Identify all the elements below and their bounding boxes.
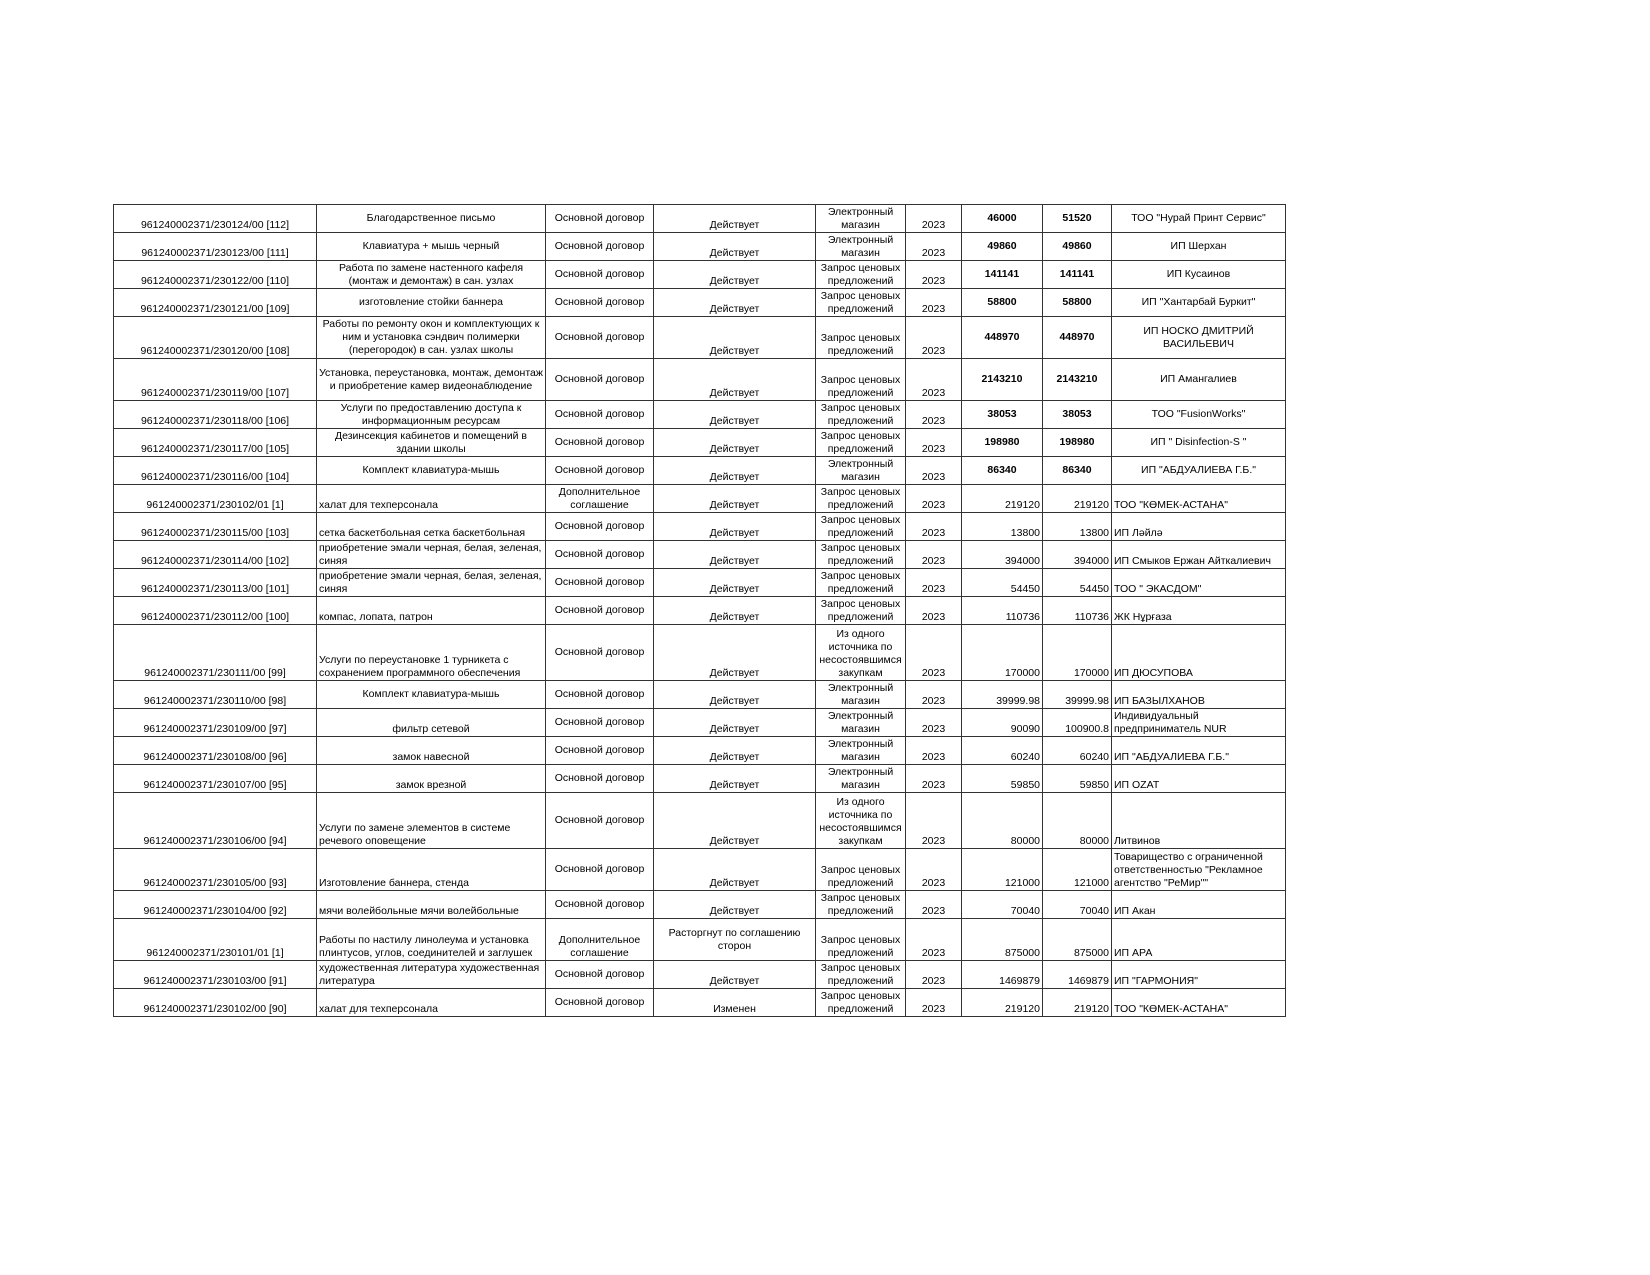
purchase-method: Запрос ценовых предложений: [816, 849, 906, 891]
contract-status: Действует: [654, 513, 816, 541]
supplier-name: ИП Кусаинов: [1112, 261, 1286, 289]
contract-type: Основной договор: [546, 569, 654, 597]
supplier-name: ТОО "КӨМЕК-АСТАНА": [1112, 485, 1286, 513]
table-row: [114, 569, 1286, 597]
contract-subject: Работа по замене настенного кафеля (монтаж и демонтаж) в сан. узлах: [317, 261, 546, 289]
contracts-table: [113, 204, 1286, 1017]
supplier-name: ИП Шерхан: [1112, 233, 1286, 261]
supplier-name: ИП " Disinfection-S ": [1112, 429, 1286, 457]
contract-sum-total: 39999.98: [1043, 681, 1112, 709]
supplier-name: ЖК Нұрғаза: [1112, 597, 1286, 625]
purchase-method: Электронный магазин: [816, 737, 906, 765]
contract-sum-total: 198980: [1043, 429, 1112, 457]
contract-sum-total: 49860: [1043, 233, 1112, 261]
contract-status: Действует: [654, 765, 816, 793]
table-row: [114, 597, 1286, 625]
contract-number: 961240002371/230114/00 [102]: [114, 541, 317, 569]
table-row: [114, 205, 1286, 233]
contract-number: 961240002371/230118/00 [106]: [114, 401, 317, 429]
contract-sum: 58800: [962, 289, 1043, 317]
contract-number: 961240002371/230103/00 [91]: [114, 961, 317, 989]
contract-year: 2023: [906, 205, 962, 233]
table-row: [114, 233, 1286, 261]
purchase-method: Запрос ценовых предложений: [816, 485, 906, 513]
purchase-method: Запрос ценовых предложений: [816, 597, 906, 625]
contract-type: Основной договор: [546, 513, 654, 541]
supplier-name: ТОО "Нурай Принт Сервис": [1112, 205, 1286, 233]
contract-year: 2023: [906, 569, 962, 597]
supplier-name: ИП "АБДУАЛИЕВА Г.Б.": [1112, 457, 1286, 485]
contract-sum-total: 448970: [1043, 317, 1112, 359]
contract-sum: 70040: [962, 891, 1043, 919]
contract-subject: Клавиатура + мышь черный: [317, 233, 546, 261]
contract-status: Действует: [654, 891, 816, 919]
contract-subject: Комплект клавиатура-мышь: [317, 681, 546, 709]
contract-sum: 46000: [962, 205, 1043, 233]
contract-subject: халат для техперсонала: [317, 989, 546, 1017]
contract-type: Основной договор: [546, 793, 654, 849]
contract-subject: замок навесной: [317, 737, 546, 765]
contract-sum: 170000: [962, 625, 1043, 681]
table-row: [114, 961, 1286, 989]
contract-type: Основной договор: [546, 625, 654, 681]
contract-status: Действует: [654, 317, 816, 359]
supplier-name: Индивидуальный предприниматель NUR: [1112, 709, 1286, 737]
contract-subject: Дезинсекция кабинетов и помещений в здании школы: [317, 429, 546, 457]
contract-sum-total: 170000: [1043, 625, 1112, 681]
contract-sum-total: 51520: [1043, 205, 1112, 233]
supplier-name: ИП "АБДУАЛИЕВА Г.Б.": [1112, 737, 1286, 765]
contract-sum: 121000: [962, 849, 1043, 891]
table-row: [114, 429, 1286, 457]
purchase-method: Запрос ценовых предложений: [816, 541, 906, 569]
contract-sum-total: 141141: [1043, 261, 1112, 289]
contract-status: Действует: [654, 401, 816, 429]
supplier-name: ИП Амангалиев: [1112, 359, 1286, 401]
supplier-name: ТОО " ЭКАСДОМ": [1112, 569, 1286, 597]
contract-status: Действует: [654, 849, 816, 891]
contract-number: 961240002371/230105/00 [93]: [114, 849, 317, 891]
supplier-name: ИП Акан: [1112, 891, 1286, 919]
contract-sum-total: 59850: [1043, 765, 1112, 793]
contract-status: Изменен: [654, 989, 816, 1017]
purchase-method: Запрос ценовых предложений: [816, 401, 906, 429]
contract-status: Действует: [654, 625, 816, 681]
contract-type: Основной договор: [546, 359, 654, 401]
contract-year: 2023: [906, 359, 962, 401]
contract-year: 2023: [906, 793, 962, 849]
contract-sum-total: 1469879: [1043, 961, 1112, 989]
contract-number: 961240002371/230120/00 [108]: [114, 317, 317, 359]
contract-number: 961240002371/230115/00 [103]: [114, 513, 317, 541]
contract-sum: 38053: [962, 401, 1043, 429]
contract-sum: 2143210: [962, 359, 1043, 401]
supplier-name: ИП АРА: [1112, 919, 1286, 961]
purchase-method: Запрос ценовых предложений: [816, 359, 906, 401]
contract-number: 961240002371/230112/00 [100]: [114, 597, 317, 625]
contract-sum: 110736: [962, 597, 1043, 625]
contract-year: 2023: [906, 485, 962, 513]
contract-number: 961240002371/230121/00 [109]: [114, 289, 317, 317]
contract-status: Действует: [654, 737, 816, 765]
contract-status: Действует: [654, 709, 816, 737]
contract-sum: 86340: [962, 457, 1043, 485]
contract-type: Основной договор: [546, 849, 654, 891]
supplier-name: ИП ДЮСУПОВА: [1112, 625, 1286, 681]
contract-number: 961240002371/230123/00 [111]: [114, 233, 317, 261]
supplier-name: ИП БАЗЫЛХАНОВ: [1112, 681, 1286, 709]
table-row: [114, 541, 1286, 569]
contract-sum-total: 70040: [1043, 891, 1112, 919]
contract-subject: художественная литература художественная литература: [317, 961, 546, 989]
contract-year: 2023: [906, 919, 962, 961]
purchase-method: Запрос ценовых предложений: [816, 569, 906, 597]
contract-sum-total: 394000: [1043, 541, 1112, 569]
contract-subject: фильтр сетевой: [317, 709, 546, 737]
contract-year: 2023: [906, 765, 962, 793]
contract-year: 2023: [906, 961, 962, 989]
contract-year: 2023: [906, 289, 962, 317]
contract-year: 2023: [906, 541, 962, 569]
purchase-method: Запрос ценовых предложений: [816, 317, 906, 359]
contract-year: 2023: [906, 261, 962, 289]
contract-status: Действует: [654, 233, 816, 261]
contract-sum-total: 219120: [1043, 485, 1112, 513]
contract-sum: 448970: [962, 317, 1043, 359]
contract-status: Действует: [654, 541, 816, 569]
table-body: [114, 205, 1286, 1017]
contract-number: 961240002371/230111/00 [99]: [114, 625, 317, 681]
contract-subject: мячи волейбольные мячи волейбольные: [317, 891, 546, 919]
contract-number: 961240002371/230102/01 [1]: [114, 485, 317, 513]
contract-sum: 875000: [962, 919, 1043, 961]
contract-type: Основной договор: [546, 401, 654, 429]
contract-year: 2023: [906, 401, 962, 429]
contract-year: 2023: [906, 429, 962, 457]
contract-type: Основной договор: [546, 709, 654, 737]
contract-number: 961240002371/230107/00 [95]: [114, 765, 317, 793]
purchase-method: Запрос ценовых предложений: [816, 429, 906, 457]
contract-number: 961240002371/230109/00 [97]: [114, 709, 317, 737]
contract-subject: приобретение эмали черная, белая, зеленая, синяя: [317, 569, 546, 597]
contract-status: Действует: [654, 261, 816, 289]
table-row: [114, 919, 1286, 961]
contract-type: Дополнительное соглашение: [546, 919, 654, 961]
purchase-method: Электронный магазин: [816, 681, 906, 709]
contract-year: 2023: [906, 457, 962, 485]
contract-type: Основной договор: [546, 989, 654, 1017]
contract-sum-total: 86340: [1043, 457, 1112, 485]
contract-sum-total: 875000: [1043, 919, 1112, 961]
contract-subject: компас, лопата, патрон: [317, 597, 546, 625]
contract-status: Действует: [654, 793, 816, 849]
contract-type: Основной договор: [546, 891, 654, 919]
contract-number: 961240002371/230113/00 [101]: [114, 569, 317, 597]
contract-subject: Установка, переустановка, монтаж, демонтаж и приобретение камер видеонаблюдение: [317, 359, 546, 401]
contract-sum: 198980: [962, 429, 1043, 457]
table-row: [114, 849, 1286, 891]
contract-sum-total: 121000: [1043, 849, 1112, 891]
table-row: [114, 359, 1286, 401]
contract-number: 961240002371/230122/00 [110]: [114, 261, 317, 289]
purchase-method: Электронный магазин: [816, 765, 906, 793]
supplier-name: ИП Ләйлә: [1112, 513, 1286, 541]
contract-sum: 60240: [962, 737, 1043, 765]
contract-sum: 39999.98: [962, 681, 1043, 709]
table-row: [114, 709, 1286, 737]
contract-sum-total: 58800: [1043, 289, 1112, 317]
contract-sum-total: 60240: [1043, 737, 1112, 765]
contract-number: 961240002371/230124/00 [112]: [114, 205, 317, 233]
contract-type: Основной договор: [546, 261, 654, 289]
contract-subject: Благодарственное письмо: [317, 205, 546, 233]
contract-year: 2023: [906, 989, 962, 1017]
contract-year: 2023: [906, 849, 962, 891]
contract-number: 961240002371/230108/00 [96]: [114, 737, 317, 765]
table-row: [114, 891, 1286, 919]
contract-year: 2023: [906, 737, 962, 765]
purchase-method: Электронный магазин: [816, 457, 906, 485]
contract-sum: 13800: [962, 513, 1043, 541]
contract-status: Действует: [654, 961, 816, 989]
contract-sum-total: 38053: [1043, 401, 1112, 429]
contract-subject: Услуги по замене элементов в системе речевого оповещение: [317, 793, 546, 849]
contract-sum: 49860: [962, 233, 1043, 261]
contract-sum: 1469879: [962, 961, 1043, 989]
contract-status: Действует: [654, 485, 816, 513]
contract-type: Основной договор: [546, 597, 654, 625]
contract-subject: Услуги по переустановке 1 турникета с сохранением программного обеспечения: [317, 625, 546, 681]
contract-type: Основной договор: [546, 737, 654, 765]
contract-sum: 59850: [962, 765, 1043, 793]
contract-subject: изготовление стойки баннера: [317, 289, 546, 317]
contract-type: Основной договор: [546, 457, 654, 485]
contract-type: Основной договор: [546, 681, 654, 709]
contract-year: 2023: [906, 597, 962, 625]
contract-status: Действует: [654, 569, 816, 597]
table-row: [114, 457, 1286, 485]
contract-sum-total: 219120: [1043, 989, 1112, 1017]
contract-subject: Изготовление баннера, стенда: [317, 849, 546, 891]
contract-status: Действует: [654, 681, 816, 709]
purchase-method: Из одного источника по несостоявшимся закупкам: [816, 625, 906, 681]
contract-year: 2023: [906, 891, 962, 919]
contract-subject: Комплект клавиатура-мышь: [317, 457, 546, 485]
table-row: [114, 793, 1286, 849]
contract-sum-total: 54450: [1043, 569, 1112, 597]
contract-subject: Услуги по предоставлению доступа к информационным ресурсам: [317, 401, 546, 429]
contract-sum: 219120: [962, 485, 1043, 513]
table-row: [114, 485, 1286, 513]
supplier-name: ИП "Хантарбай Буркит": [1112, 289, 1286, 317]
contract-sum: 394000: [962, 541, 1043, 569]
contract-sum: 80000: [962, 793, 1043, 849]
contract-type: Дополнительное соглашение: [546, 485, 654, 513]
contract-status: Расторгнут по соглашению сторон: [654, 919, 816, 961]
purchase-method: Электронный магазин: [816, 205, 906, 233]
contract-type: Основной договор: [546, 541, 654, 569]
contract-sum-total: 13800: [1043, 513, 1112, 541]
table-row: [114, 737, 1286, 765]
contract-subject: Работы по настилу линолеума и установка плинтусов, углов, соединителей и заглушек: [317, 919, 546, 961]
contract-subject: Работы по ремонту окон и комплектующих к ним и установка сэндвич полимерки (перегородок) в сан. узлах школы: [317, 317, 546, 359]
purchase-method: Запрос ценовых предложений: [816, 961, 906, 989]
supplier-name: ИП Смыков Ержан Айткалиевич: [1112, 541, 1286, 569]
contract-type: Основной договор: [546, 765, 654, 793]
table-row: [114, 289, 1286, 317]
contract-subject: халат для техперсонала: [317, 485, 546, 513]
contract-sum: 219120: [962, 989, 1043, 1017]
supplier-name: ИП "ГАРМОНИЯ": [1112, 961, 1286, 989]
contract-sum: 141141: [962, 261, 1043, 289]
contract-number: 961240002371/230102/00 [90]: [114, 989, 317, 1017]
supplier-name: ИП НОСКО ДМИТРИЙ ВАСИЛЬЕВИЧ: [1112, 317, 1286, 359]
purchase-method: Электронный магазин: [816, 233, 906, 261]
contract-status: Действует: [654, 457, 816, 485]
contract-number: 961240002371/230119/00 [107]: [114, 359, 317, 401]
purchase-method: Запрос ценовых предложений: [816, 289, 906, 317]
table-row: [114, 513, 1286, 541]
contract-year: 2023: [906, 625, 962, 681]
contract-subject: приобретение эмали черная, белая, зеленая, синяя: [317, 541, 546, 569]
contract-subject: замок врезной: [317, 765, 546, 793]
contract-type: Основной договор: [546, 289, 654, 317]
contract-sum-total: 100900.8: [1043, 709, 1112, 737]
contract-year: 2023: [906, 233, 962, 261]
contract-sum-total: 2143210: [1043, 359, 1112, 401]
contract-type: Основной договор: [546, 317, 654, 359]
contract-subject: сетка баскетбольная сетка баскетбольная: [317, 513, 546, 541]
contract-number: 961240002371/230117/00 [105]: [114, 429, 317, 457]
contract-type: Основной договор: [546, 961, 654, 989]
purchase-method: Из одного источника по несостоявшимся закупкам: [816, 793, 906, 849]
contract-type: Основной договор: [546, 429, 654, 457]
table-row: [114, 261, 1286, 289]
contract-number: 961240002371/230106/00 [94]: [114, 793, 317, 849]
contract-status: Действует: [654, 205, 816, 233]
contract-status: Действует: [654, 597, 816, 625]
contract-sum: 90090: [962, 709, 1043, 737]
contract-year: 2023: [906, 681, 962, 709]
purchase-method: Запрос ценовых предложений: [816, 919, 906, 961]
contract-number: 961240002371/230110/00 [98]: [114, 681, 317, 709]
supplier-name: ТОО "КӨМЕК-АСТАНА": [1112, 989, 1286, 1017]
table-row: [114, 317, 1286, 359]
supplier-name: Товарищество с ограниченной ответственностью "Рекламное агентство "РеМир"": [1112, 849, 1286, 891]
purchase-method: Электронный магазин: [816, 709, 906, 737]
contract-sum: 54450: [962, 569, 1043, 597]
contract-sum-total: 110736: [1043, 597, 1112, 625]
contract-sum-total: 80000: [1043, 793, 1112, 849]
table-row: [114, 625, 1286, 681]
contract-number: 961240002371/230104/00 [92]: [114, 891, 317, 919]
table-row: [114, 765, 1286, 793]
supplier-name: Литвинов: [1112, 793, 1286, 849]
contract-year: 2023: [906, 709, 962, 737]
purchase-method: Запрос ценовых предложений: [816, 513, 906, 541]
purchase-method: Запрос ценовых предложений: [816, 261, 906, 289]
table-row: [114, 989, 1286, 1017]
purchase-method: Запрос ценовых предложений: [816, 989, 906, 1017]
contract-type: Основной договор: [546, 233, 654, 261]
contract-year: 2023: [906, 513, 962, 541]
table-row: [114, 681, 1286, 709]
contract-status: Действует: [654, 429, 816, 457]
contract-number: 961240002371/230101/01 [1]: [114, 919, 317, 961]
purchase-method: Запрос ценовых предложений: [816, 891, 906, 919]
supplier-name: ИП OZAT: [1112, 765, 1286, 793]
contract-status: Действует: [654, 289, 816, 317]
table-row: [114, 401, 1286, 429]
contract-year: 2023: [906, 317, 962, 359]
contract-number: 961240002371/230116/00 [104]: [114, 457, 317, 485]
supplier-name: ТОО "FusionWorks": [1112, 401, 1286, 429]
contract-status: Действует: [654, 359, 816, 401]
contract-type: Основной договор: [546, 205, 654, 233]
